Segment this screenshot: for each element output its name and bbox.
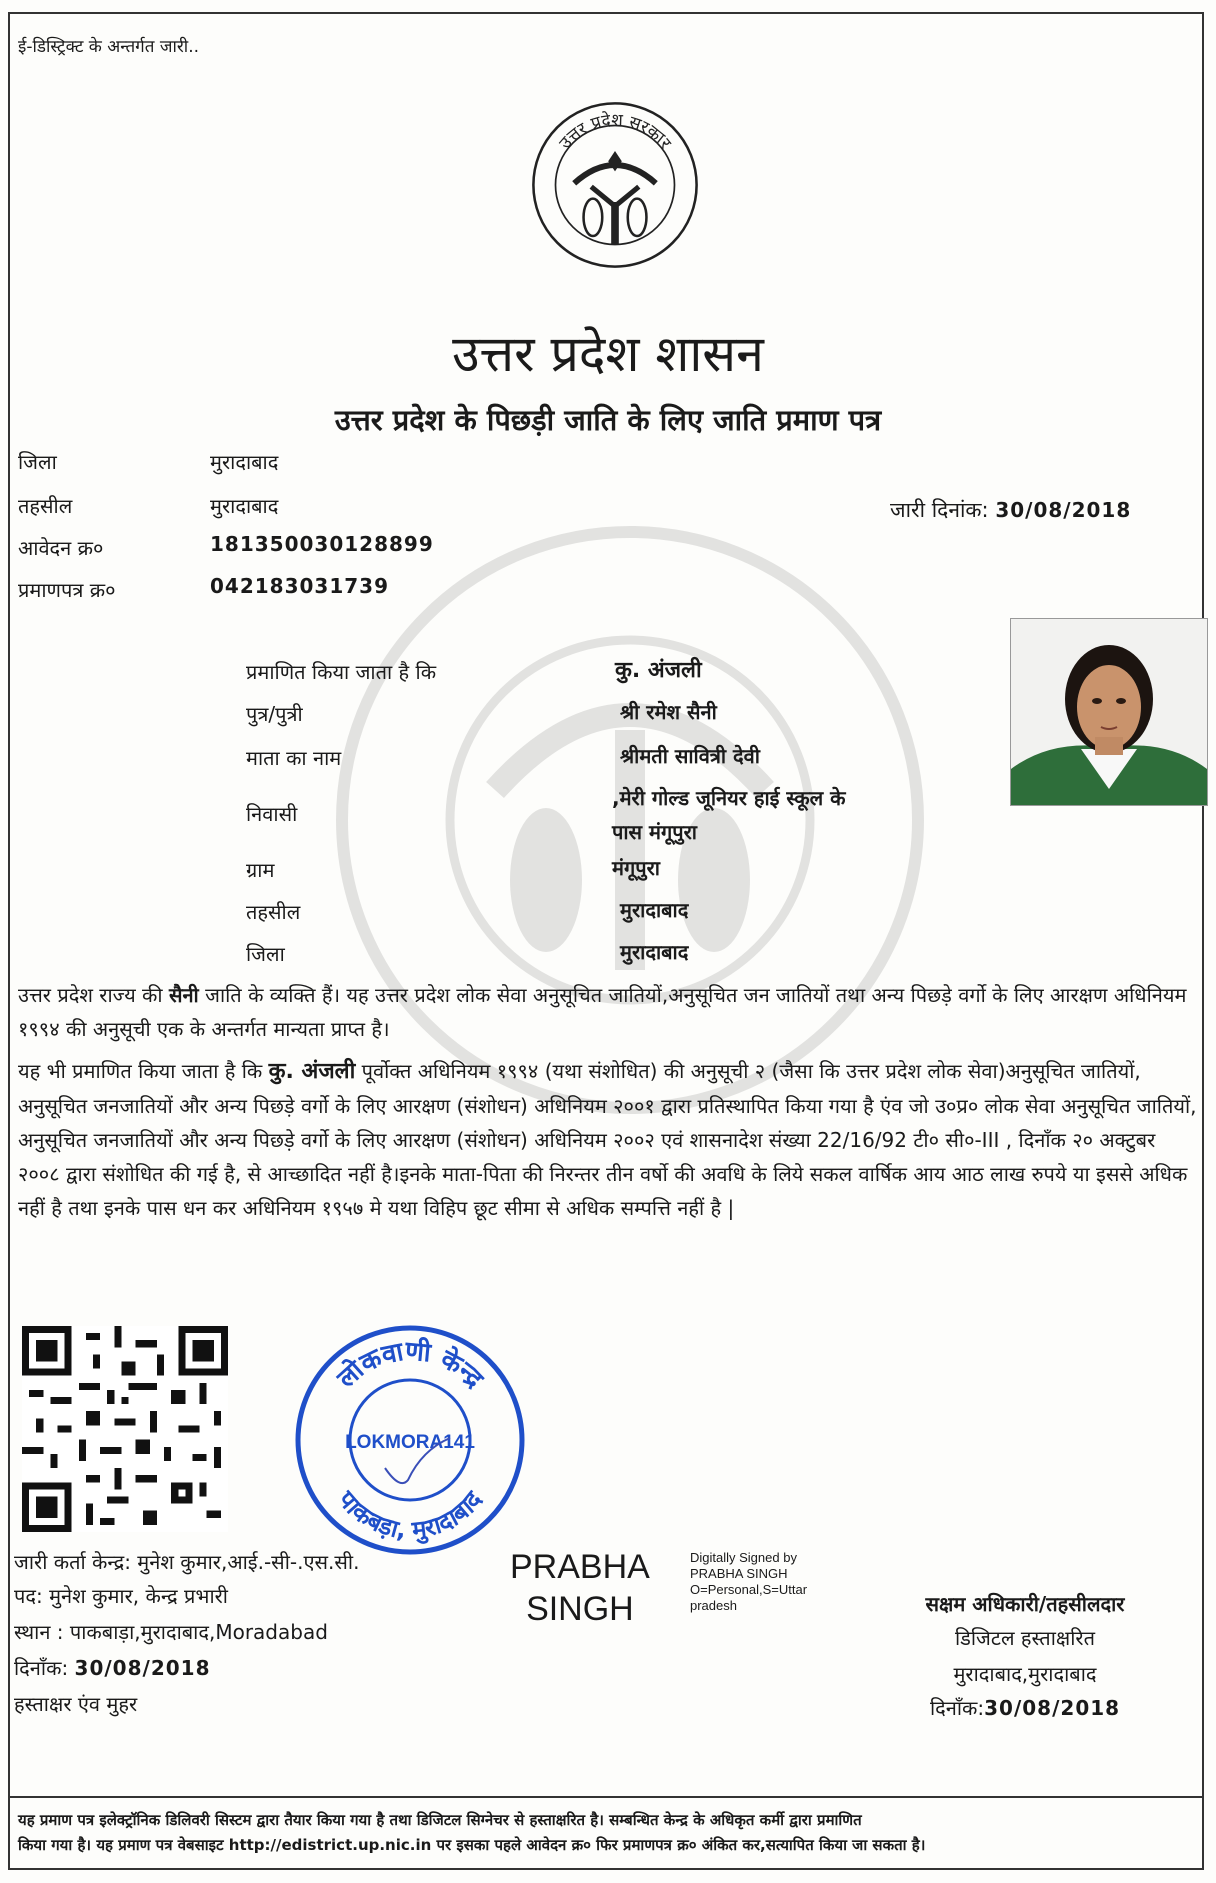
applicant-name-inline: कु. अंजली	[268, 1059, 356, 1084]
resident-label: निवासी	[246, 802, 298, 826]
issue-date-label: जारी दिनांक:	[890, 498, 989, 522]
authority-digital-signed: डिजिटल हस्ताक्षरित	[955, 1626, 1095, 1650]
footer-divider	[8, 1796, 1204, 1798]
tehsil-label: तहसील	[18, 494, 73, 518]
stamp-center-code: LOKMORA141	[345, 1432, 475, 1453]
authority-title: सक्षम अधिकारी/तहसीलदार	[925, 1592, 1125, 1616]
signature-and-seal-label: हस्ताक्षर एंव मुहर	[14, 1692, 138, 1716]
paragraph-caste-recognition: उत्तर प्रदेश राज्य की सैनी जाति के व्यक्ति हैं। यह उत्तर प्रदेश लोक सेवा अनुसूचित जातियों,अनुसूचित जन जातियों तथा अन्य पिछड़े वर्गो के लिए आरक्षण अधिनियम १९९४ की अनुसूची एक के अन्तर्गत मान्यता प्राप्त है।	[18, 983, 1187, 1041]
applicant-photo	[1010, 618, 1208, 806]
detail-district-value: मुरादाबाद	[620, 940, 689, 964]
issue-date	[890, 496, 1131, 524]
top-note: ई-डिस्ट्रिक्ट के अन्तर्गत जारी..	[18, 37, 200, 57]
caste-name: सैनी	[168, 983, 199, 1007]
digital-signature-meta: Digitally Signed by PRABHA SINGH O=Personal,S=Uttar pradesh	[690, 1550, 808, 1613]
authority-date: दिनाँक:30/08/2018	[929, 1696, 1121, 1720]
issuer-date: दिनाँक: 30/08/2018	[14, 1656, 211, 1680]
paragraph-creamy-layer: यह भी प्रमाणित किया जाता है कि कु. अंजली पूर्वोक्त अधिनियम १९९४ (यथा संशोधित) की अनुसूची २ (जैसा कि उत्तर प्रदेश लोक सेवा)अनुसूचित जातियों, अनुसूचित जनजातियों और अन्य पिछड़े वर्गो के लिए आरक्षण (संशोधन) अधिनियम २००१ द्वारा प्रतिस्थापित किया गया है एंव जो उ०प्र० लोक सेवा अनुसूचित जातियों, अनुसूचित जनजातियों और अन्य पिछड़े वर्गो के लिए आरक्षण (संशोधन) अधिनियम २००२ एवं शासनादेश संख्या 22/16/92 टी० सी०-III , दिनाँक २० अक्टुबर २००८ द्वारा संशोधित की गई है, से आच्छादित नहीं है।इनके माता-पिता की निरन्तर तीन वर्षो की अवधि के लिये सकल वार्षिक आय आठ लाख रुपये या इससे अधिक नहीं है तथा इनके पास धन कर अधिनियम १९५७ मे यथा विहिप छूट सीमा से अधिक सम्पत्ति नहीं है |	[18, 1059, 1197, 1220]
application-number-value: 181350030128899	[210, 532, 434, 556]
detail-district-label: जिला	[246, 942, 285, 966]
stamp-ring-top: लोकवाणी केन्द्र	[331, 1336, 489, 1395]
authority-place: मुरादाबाद,मुरादाबाद	[953, 1662, 1097, 1686]
qr-code-icon	[22, 1326, 228, 1532]
resident-address-line-2: पास मंगूपुरा	[612, 820, 697, 844]
issuer-place: स्थान : पाकबाड़ा,मुरादाबाद,Moradabad	[14, 1620, 328, 1644]
issuing-center: जारी कर्ता केन्द्र: मुनेश कुमार,आई.-सी-.एस.सी.	[14, 1550, 360, 1574]
resident-address-line-1: ,मेरी गोल्ड जूनियर हाई स्कूल के	[612, 786, 846, 810]
village-label: ग्राम	[246, 858, 275, 882]
up-govt-emblem-icon	[530, 100, 700, 270]
detail-tehsil-label: तहसील	[246, 900, 301, 924]
parent-label: पुत्र/पुत्री	[246, 702, 303, 726]
issuer-post: पद: मुनेश कुमार, केन्द्र प्रभारी	[14, 1584, 228, 1608]
stamp-ring-bottom: पाकबड़ा, मुरादाबाद	[332, 1485, 488, 1545]
district-label: जिला	[18, 450, 57, 474]
district-value: मुरादाबाद	[210, 450, 279, 474]
certificate-number-label: प्रमाणपत्र क्र०	[18, 578, 116, 602]
government-title: उत्तर प्रदेश शासन	[452, 325, 764, 383]
lokvani-kendra-stamp-icon	[290, 1320, 530, 1560]
applicant-name: कु. अंजली	[615, 658, 702, 683]
certificate-title: उत्तर प्रदेश के पिछड़ी जाति के लिए जाति प्रमाण पत्र	[334, 403, 882, 437]
footer-verification-note: यह प्रमाण पत्र इलेक्ट्रॉनिक डिलिवरी सिस्टम द्वारा तैयार किया गया है तथा डिजिटल सिग्नेचर से हस्ताक्षरित है। सम्बन्धित केन्द्र के अधिकृत कर्मी द्वारा प्रमाणित किया गया है। यह प्रमाण पत्र वेबसाइट http://edistrict.up.nic.in पर इसका पहले आवेदन क्र० फिर प्रमाणपत्र क्र० अंकित कर,सत्यापित किया जा सकता है।	[18, 1811, 926, 1854]
issue-date-value: 30/08/2018	[995, 498, 1132, 522]
village-value: मंगूपुरा	[612, 856, 660, 880]
certificate-number-value: 042183031739	[210, 574, 389, 598]
parent-name: श्री रमेश सैनी	[620, 700, 717, 724]
mother-name: श्रीमती सावित्री देवी	[620, 744, 760, 768]
tehsil-value: मुरादाबाद	[210, 494, 279, 518]
mother-label: माता का नाम	[246, 746, 342, 770]
certified-label: प्रमाणित किया जाता है कि	[246, 660, 437, 684]
application-number-label: आवेदन क्र०	[18, 536, 104, 560]
detail-tehsil-value: मुरादाबाद	[620, 898, 689, 922]
emblem-ring-text: उत्तर प्रदेश सरकार	[555, 110, 675, 154]
digital-signature-name: PRABHA SINGH	[510, 1548, 650, 1628]
